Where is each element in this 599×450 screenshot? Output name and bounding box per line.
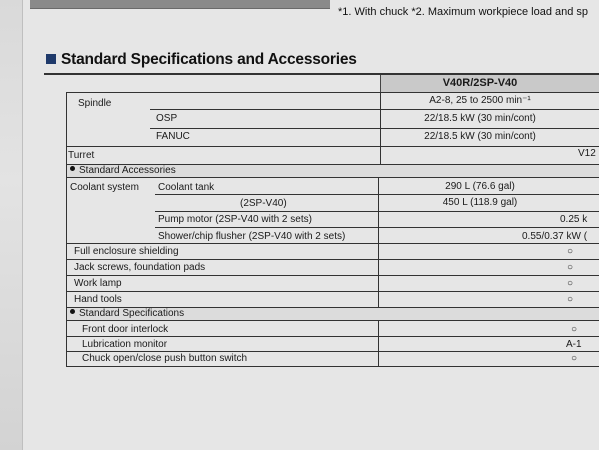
- row-line: [66, 320, 599, 321]
- hand-tools-value: ○: [566, 294, 574, 305]
- row-line: [66, 92, 599, 93]
- jack-screws-value: ○: [566, 262, 574, 273]
- section-heading: [46, 51, 357, 69]
- row-line: [66, 177, 599, 178]
- fanuc-value: 22/18.5 kW (30 min/cont): [424, 131, 536, 142]
- footnote: *1. With chuck *2. Maximum workpiece load and sp: [338, 6, 589, 18]
- col-line: [378, 320, 379, 366]
- std-specs-title: [70, 308, 184, 320]
- full-enclosure-value: ○: [566, 246, 574, 257]
- row-line: [66, 366, 599, 367]
- fanuc-label: FANUC: [156, 131, 190, 142]
- jack-screws-label: Jack screws, foundation pads: [74, 262, 206, 273]
- std-accessories-title: [70, 165, 176, 177]
- shower-flusher-value: 0.55/0.37 kW (: [522, 231, 588, 242]
- col-line: [378, 177, 379, 307]
- model-header: V40R/2SP-V40: [442, 77, 518, 89]
- chuck-switch-label: Chuck open/close push button switch: [82, 353, 248, 364]
- chuck-switch-value: ○: [570, 353, 578, 364]
- coolant-tank-value: 290 L (76.6 gal): [445, 181, 515, 192]
- work-lamp-value: ○: [566, 278, 574, 289]
- std-accessories-title-text: Standard Accessories: [79, 165, 176, 176]
- lubrication-monitor-value: A-1: [566, 339, 582, 350]
- pump-motor-label: Pump motor (2SP-V40 with 2 sets): [158, 214, 312, 225]
- bullet-icon: [70, 309, 75, 314]
- row-line: [66, 351, 599, 352]
- row-line: [66, 275, 599, 276]
- turret-label: Turret: [68, 150, 95, 161]
- std-specs-title-text: Standard Specifications: [79, 308, 185, 319]
- spindle-label: Spindle: [78, 98, 112, 109]
- coolant-tank2-value: 450 L (118.9 gal): [442, 197, 518, 208]
- row-line: [66, 291, 599, 292]
- turret-value: V12: [578, 148, 596, 159]
- row-line: [155, 194, 599, 195]
- shower-flusher-label: Shower/chip flusher (2SP-V40 with 2 sets): [158, 231, 346, 242]
- spindle-value: A2-8, 25 to 2500 min⁻¹: [429, 95, 531, 106]
- square-bullet-icon: [46, 54, 56, 64]
- work-lamp-label: Work lamp: [74, 278, 122, 289]
- front-door-interlock-label: Front door interlock: [82, 324, 169, 335]
- osp-value: 22/18.5 kW (30 min/cont): [424, 113, 536, 124]
- full-enclosure-label: Full enclosure shielding: [74, 246, 179, 257]
- bullet-icon: [70, 166, 75, 171]
- front-door-interlock-value: ○: [570, 324, 578, 335]
- pump-motor-value: 0.25 k: [560, 214, 588, 225]
- row-line: [150, 128, 599, 129]
- coolant-system-label: Coolant system: [70, 182, 139, 193]
- row-line: [150, 109, 599, 110]
- osp-label: OSP: [156, 113, 178, 124]
- row-line: [66, 146, 599, 147]
- section-heading-text: Standard Specifications and Accessories: [61, 51, 357, 68]
- row-line: [66, 336, 599, 337]
- coolant-tank-label: Coolant tank: [158, 182, 215, 193]
- row-line: [66, 243, 599, 244]
- row-line: [66, 259, 599, 260]
- lubrication-monitor-label: Lubrication monitor: [82, 339, 168, 350]
- row-line: [155, 227, 599, 228]
- row-line: [155, 211, 599, 212]
- hand-tools-label: Hand tools: [74, 294, 122, 305]
- top-banner-strip: [30, 0, 330, 9]
- coolant-tank2-label: (2SP-V40): [240, 198, 287, 209]
